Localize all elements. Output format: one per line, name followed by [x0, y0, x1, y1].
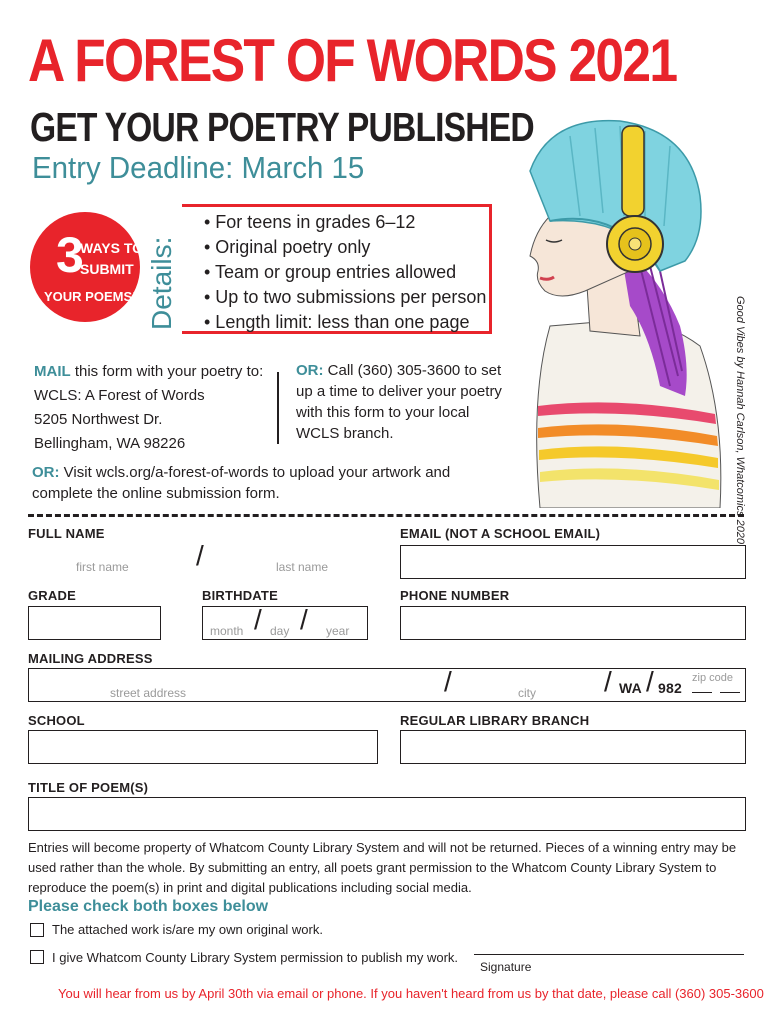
- year-hint: year: [326, 624, 350, 638]
- consent-heading: Please check both boxes below: [28, 898, 269, 915]
- grade-label: GRADE: [28, 588, 76, 603]
- permission-text: I give Whatcom County Library System permission to publish my work.: [52, 950, 459, 965]
- illustration-credit: Good Vibes by Hannah Carlson, Whatcomics 2020: [734, 296, 746, 545]
- zip-prefix: 982: [658, 680, 682, 696]
- signature-label: Signature: [480, 960, 532, 974]
- school-field[interactable]: [28, 730, 378, 764]
- mail-address-line: WCLS: A Forest of Words: [34, 387, 205, 404]
- poet-illustration: [510, 96, 750, 508]
- online-text-1: Visit wcls.org/a-forest-of-words to upload your artwork and: [59, 464, 451, 481]
- birthdate-label: BIRTHDATE: [202, 588, 278, 603]
- badge-number: 3: [56, 227, 84, 283]
- badge-line-2: SUBMIT: [80, 261, 134, 277]
- details-label: Details:: [146, 236, 177, 330]
- details-item: • Original poetry only: [204, 237, 371, 257]
- mailing-address-label: MAILING ADDRESS: [28, 651, 153, 666]
- details-item: • Length limit: less than one page: [204, 312, 470, 332]
- online-instructions: [32, 462, 450, 504]
- online-keyword: OR:: [32, 464, 60, 481]
- mail-intro: this form with your poetry to:: [70, 363, 264, 380]
- library-branch-field[interactable]: [400, 730, 746, 764]
- name-separator: /: [196, 540, 204, 571]
- mail-address-line: Bellingham, WA 98226: [34, 435, 186, 452]
- zip-blank: [720, 692, 740, 693]
- page-title: A FOREST OF WORDS 2021: [28, 27, 677, 94]
- details-list: [204, 210, 486, 335]
- school-label: SCHOOL: [28, 713, 85, 728]
- state-value: WA: [619, 680, 642, 696]
- email-label: EMAIL (NOT A SCHOOL EMAIL): [400, 526, 601, 541]
- day-hint: day: [270, 624, 290, 638]
- entry-deadline: Entry Deadline: March 15: [32, 150, 365, 185]
- address-separator: /: [444, 666, 452, 697]
- date-separator: /: [254, 604, 262, 635]
- permission-checkbox[interactable]: [30, 950, 44, 964]
- details-item: • Team or group entries allowed: [204, 262, 457, 282]
- city-hint: city: [518, 686, 536, 700]
- phone-field[interactable]: [400, 606, 746, 640]
- details-item: • Up to two submissions per person: [204, 287, 487, 307]
- date-separator: /: [300, 604, 308, 635]
- signature-line[interactable]: [474, 954, 744, 955]
- mail-address-line: 5205 Northwest Dr.: [34, 411, 163, 428]
- call-keyword: OR:: [296, 362, 324, 379]
- poem-title-field[interactable]: [28, 797, 746, 831]
- month-hint: month: [210, 624, 244, 638]
- cut-line: [28, 514, 744, 517]
- legal-text: Entries will become property of Whatcom County Library System and will not be returned. Pieces of a winning entry may be used rather than the whole. By submitting an entry, all poets grant permission to the Whatcom County Library System to reproduce the poem(s) in print and digital publications including social media.: [28, 840, 737, 895]
- poem-title-label: TITLE OF POEM(S): [28, 780, 149, 795]
- details-item: • For teens in grades 6–12: [204, 212, 416, 232]
- address-separator: /: [604, 666, 612, 697]
- grade-field[interactable]: [28, 606, 161, 640]
- response-notice: You will hear from us by April 30th via email or phone. If you haven't heard from us by that date, please call (360) 305-3600: [58, 986, 764, 1001]
- full-name-label: FULL NAME: [28, 526, 105, 541]
- original-work-checkbox[interactable]: [30, 923, 44, 937]
- original-work-text: The attached work is/are my own original work.: [52, 922, 323, 937]
- page-subtitle: GET YOUR POETRY PUBLISHED: [30, 104, 534, 150]
- call-text: Call (360) 305-3600 to set up a time to deliver your poetry with this form to your local WCLS branch.: [296, 362, 502, 442]
- online-text-2: complete the online submission form.: [32, 485, 280, 502]
- zip-blank: [692, 692, 712, 693]
- badge-line-3: YOUR POEMS!: [44, 289, 137, 304]
- first-name-hint: first name: [76, 560, 129, 574]
- zip-hint: zip code: [692, 672, 733, 684]
- call-instructions: [296, 360, 516, 444]
- street-hint: street address: [110, 686, 187, 700]
- phone-label: PHONE NUMBER: [400, 588, 510, 603]
- last-name-hint: last name: [276, 560, 329, 574]
- address-separator: /: [646, 666, 654, 697]
- email-field[interactable]: [400, 545, 746, 579]
- mail-keyword: MAIL: [34, 363, 71, 380]
- divider: [277, 372, 279, 444]
- mail-instructions: [34, 360, 263, 456]
- library-branch-label: REGULAR LIBRARY BRANCH: [400, 713, 590, 728]
- ways-to-submit-badge: [30, 212, 144, 322]
- badge-line-1: WAYS TO: [80, 240, 144, 256]
